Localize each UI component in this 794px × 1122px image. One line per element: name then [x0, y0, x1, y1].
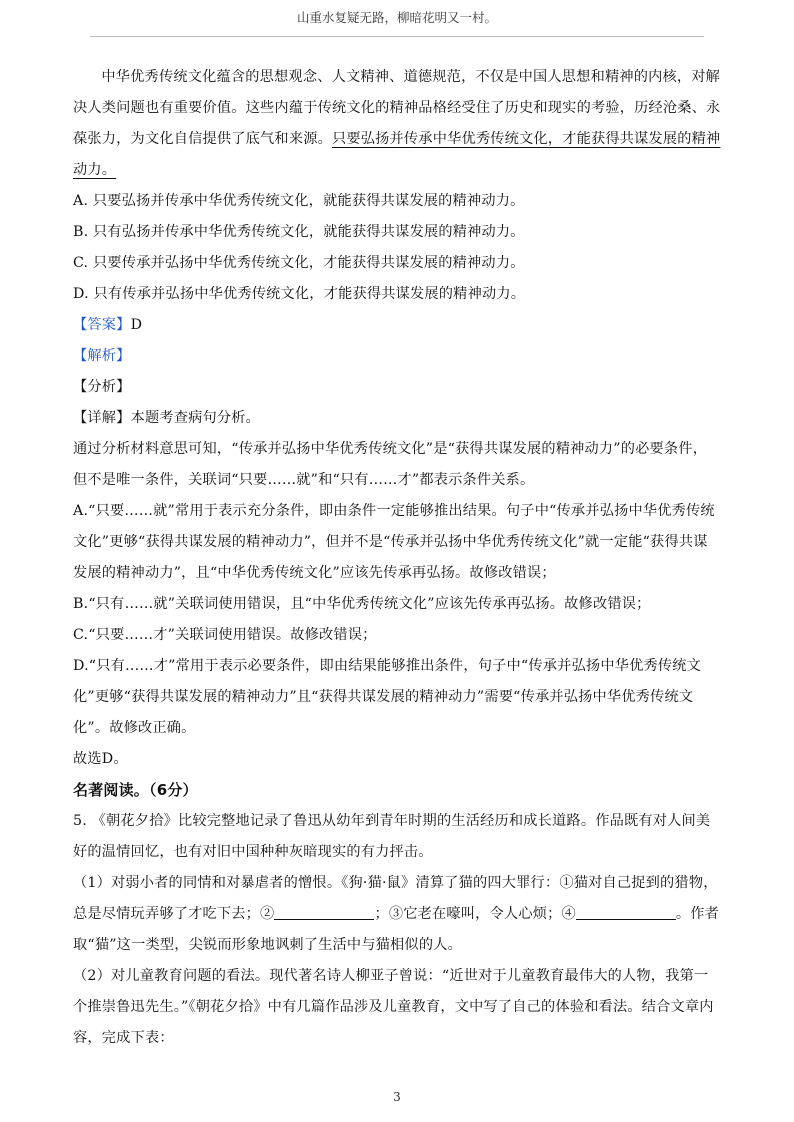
- final-choice: 故选D。: [73, 751, 128, 767]
- analysis-tag: 【解析】: [73, 348, 131, 364]
- answer-value: D: [130, 317, 143, 333]
- question-passage: [73, 62, 721, 186]
- page-number: 3: [393, 1090, 401, 1104]
- explanation-option-d: D.“只有……才”常用于表示必要条件，即由结果能够推出条件，句子中“传承并弘扬中华优秀传统文化”更够“获得共谋发展的精神动力”且“获得共谋发展的精神动力”需要“传承并弘扬中华优秀传统文化”。故修改正确。: [73, 658, 702, 736]
- part-1-text-b: ；③它老在嚎叫，令人心烦；④: [374, 906, 576, 922]
- header-divider: [90, 36, 704, 37]
- passage-text: 中华优秀传统文化蕴含的思想观念、人文精神、道德规范，不仅是中国人思想和精神的内核，对解决人类问题也有重要价值。这些内蕴于传统文化的精神品格经受住了历史和现实的考验，历经沧桑、永葆张力，为文化自信提供了底气和来源。: [73, 69, 721, 147]
- option-b: B. 只有弘扬并传承中华优秀传统文化，就能获得共谋发展的精神动力。: [73, 224, 525, 240]
- underlined-sentence: 只要弘扬并传承中华优秀传统文化，才能获得共谋发展的精神动力。: [73, 131, 721, 178]
- part-1-text-a: （1）对弱小者的同情和对暴虐者的憎恨。《狗·猫·鼠》清算了猫的四大罪行：①猫对自己捉到的猎物，总是尽情玩弄够了才吃下去；②: [73, 875, 718, 922]
- part-1-text-c: 。作者取“猫”这一类型，尖锐而形象地讽刺了生活中与猫相似的人。: [73, 906, 720, 953]
- explanation-option-c: C.“只要……才”关联词使用错误。故修改错误；: [73, 627, 377, 643]
- page-content: [73, 62, 721, 1054]
- explanation-option-b: B.“只有……就”关联词使用错误，且“中华优秀传统文化”应该先传承再弘扬。故修改错误；: [73, 596, 651, 612]
- option-d: D. 只有传承并弘扬中华优秀传统文化，才能获得共谋发展的精神动力。: [73, 286, 526, 302]
- option-c: C. 只要传承并弘扬中华优秀传统文化，才能获得共谋发展的精神动力。: [73, 255, 525, 271]
- section-heading: 名著阅读。（6分）: [73, 781, 198, 799]
- fenxi-tag: 【分析】: [73, 379, 131, 395]
- option-a: A. 只要弘扬并传承中华优秀传统文化，就能获得共谋发展的精神动力。: [73, 193, 525, 209]
- question-5-intro: 5. 《朝花夕拾》比较完整地记录了鲁迅从幼年到青年时期的生活经历和成长道路。作品既有对人间美好的温情回忆，也有对旧中国种种灰暗现实的有力抨击。: [73, 813, 711, 860]
- question-5-part-2: （2）对儿童教育问题的看法。现代著名诗人柳亚子曾说：“近世对于儿童教育最伟大的人物，我第一个推崇鲁迅先生。”《朝花夕拾》中有几篇作品涉及儿童教育，文中写了自己的体验和看法。结合文章内容，完成下表：: [73, 968, 714, 1046]
- answer-blank-2[interactable]: [274, 905, 374, 920]
- answer-line: [73, 310, 721, 341]
- detail-text: 本题考查病句分析。: [130, 410, 261, 426]
- answer-blank-4[interactable]: [576, 905, 676, 920]
- answer-tag: 【答案】: [73, 317, 131, 333]
- page-header: 山重水复疑无路，柳暗花明又一村。: [296, 10, 497, 25]
- detail-line: [73, 403, 721, 434]
- detail-tag: 【详解】: [73, 410, 131, 426]
- explanation-option-a: A.“只要……就”常用于表示充分条件，即由条件一定能够推出结果。句子中“传承并弘扬中华优秀传统文化”更够“获得共谋发展的精神动力”，但并不是“传承并弘扬中华优秀传统文化”就一定能“获得共谋发展的精神动力”，且“中华优秀传统文化”应该先传承再弘扬。故修改错误；: [73, 503, 715, 581]
- question-5-part-1: [73, 868, 721, 961]
- explanation-paragraph: 通过分析材料意思可知，“传承并弘扬中华优秀传统文化”是“获得共谋发展的精神动力”的必要条件，但不是唯一条件，关联词“只要……就”和“只有……才”都表示条件关系。: [73, 441, 708, 488]
